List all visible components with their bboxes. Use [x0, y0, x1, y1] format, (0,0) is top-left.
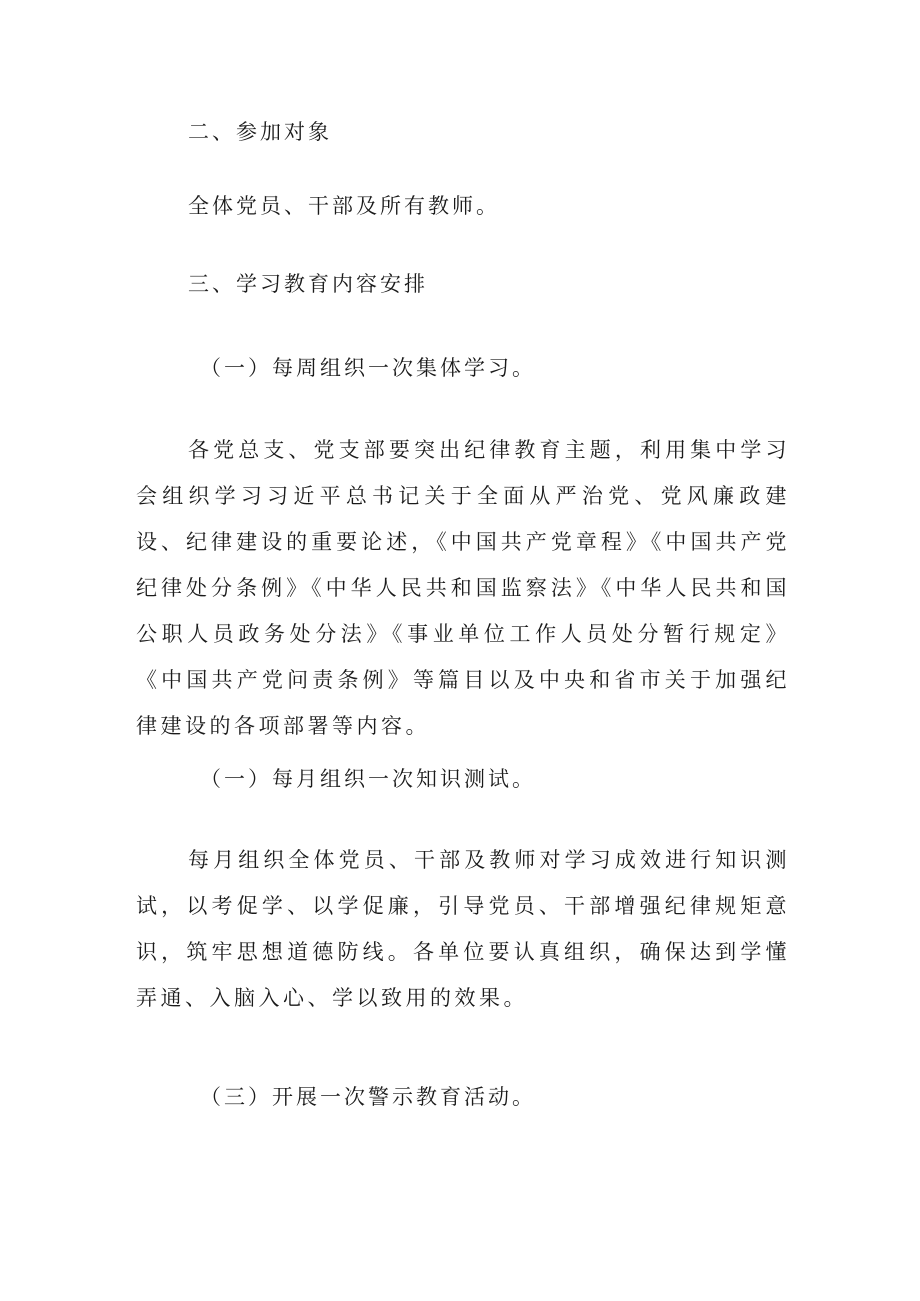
paragraph-weekly-study: 各党总支、党支部要突出纪律教育主题，利用集中学习会组织学习习近平总书记关于全面从严治党、党风廉政建设、纪律建设的重要论述，《中国共产党章程》《中国共产党纪律处分条例》《中华人民共和国监察法》《中华人民共和国公职人员政务处分法》《事业单位工作人员处分暂行规定》《中国共产党问责条例》等篇目以及中央和省市关于加强纪律建设的各项部署等内容。 — [136, 438, 790, 738]
section-heading-content: 三、学习教育内容安排 — [188, 272, 428, 296]
section-heading-participants: 二、参加对象 — [188, 120, 332, 144]
participants-text: 全体党员、干部及所有教师。 — [188, 194, 500, 218]
subheading-weekly-study: （一）每周组织一次集体学习。 — [200, 356, 536, 380]
subheading-warning-education: （三）开展一次警示教育活动。 — [200, 1085, 536, 1109]
paragraph-monthly-test: 每月组织全体党员、干部及教师对学习成效进行知识测试，以考促学、以学促廉，引导党员、干部增强纪律规矩意识，筑牢思想道德防线。各单位要认真组织，确保达到学懂弄通、入脑入心、学以致用的效果。 — [136, 848, 790, 1010]
subheading-monthly-test: （一）每月组织一次知识测试。 — [200, 767, 536, 791]
